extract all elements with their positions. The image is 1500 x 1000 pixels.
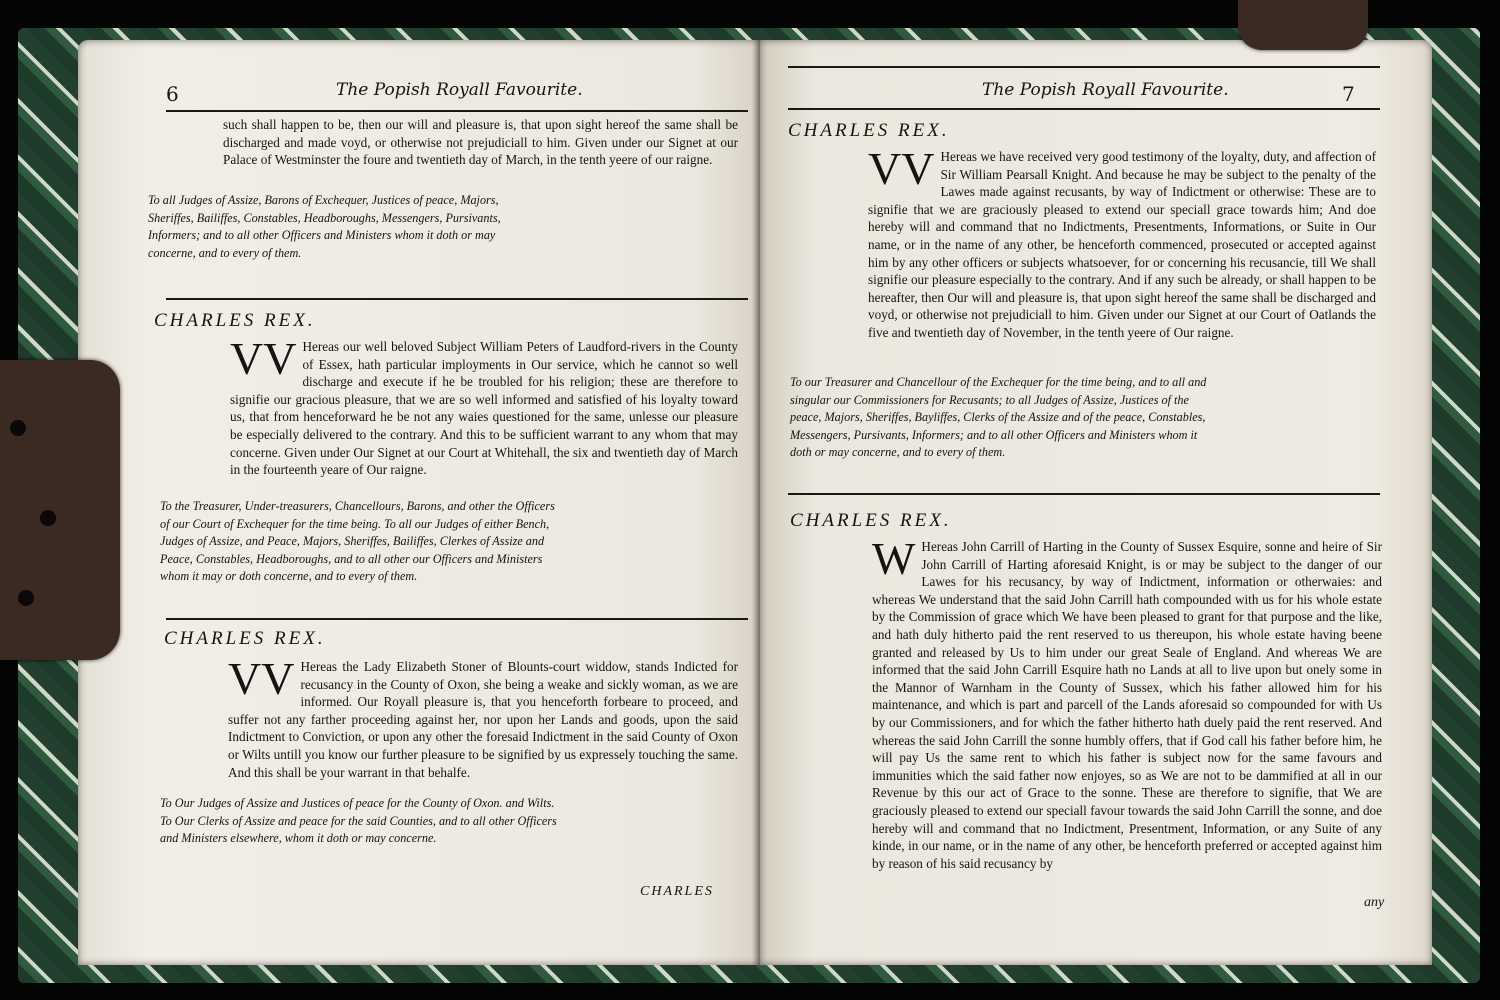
section-heading: CHARLES REX.: [154, 310, 316, 331]
address-block: To Our Judges of Assize and Justices of peace for the County of Oxon. and Wilts. To Our Clerks of Assize and peace for the said Counties, and to all other Officers and Ministers elsewhere, whom it doth or may concerne.: [160, 796, 557, 845]
drop-cap: W: [872, 533, 916, 584]
page-number: 7: [1342, 82, 1355, 106]
section-heading: CHARLES REX.: [790, 510, 952, 531]
warrant-text: [230, 333, 738, 479]
drop-cap: VV: [228, 653, 295, 704]
section-rule: [166, 618, 748, 620]
right-page: [760, 40, 1432, 965]
running-head: The Popish Royall Favourite.: [982, 80, 1229, 100]
running-head: The Popish Royall Favourite.: [336, 80, 583, 100]
drop-cap: VV: [868, 143, 935, 194]
warrant-body: Hereas the Lady Elizabeth Stoner of Blounts-court widdow, stands Indicted for recusancy in the County of Oxon, she being a weake and sickly woman, as we are informed. Our Royall pleasure is, that you henceforth forbeare to proceed, and suffer not any farther proceeding against her, nor upon her Lands and goods, upon the said Indictment to Conviction, or upon any other the foresaid Indictment in the said County of Oxon or Wilts untill you know our further pleasure to be signified by us expressely touching the same. And this shall be your warrant in that behalfe.: [228, 659, 738, 780]
catchword: any: [1364, 895, 1385, 910]
warrant-text: [228, 653, 738, 781]
head-rule: [166, 110, 748, 112]
address-block: To all Judges of Assize, Barons of Exchequer, Justices of peace, Majors, Sheriffes, Bailiffes, Constables, Headboroughs, Messengers, Pursivants, Informers; and to all other Officers and Ministers whom it doth or may concerne, and to every of them.: [148, 193, 501, 260]
warrant-text: [868, 143, 1376, 342]
section-heading: CHARLES REX.: [788, 120, 950, 141]
warrant-body: Hereas we have received very good testimony of the loyalty, duty, and affection of Sir William Pearsall Knight. And because he may be subject to the penalty of the Lawes made against recusants, by way of Indictment or otherwise: These are to signifie that we are graciously pleased to extend our speciall grace towards him; And doe hereby will and command that no Indictments, Presentments, Informations, or Suite in Our name, or in the name of any other, be henceforth commenced, prosecuted or accepted against him by any other officers or subjects whatsoever, for or concerning his recusancie, till We shall signifie our pleasure especially to the contrary. And if any such be already, or shall happen to be hereafter, then Our will and pleasure is, that upon sight hereof the same shall be discharged and voyd, or otherwise not prejudiciall to him. Given under our Signet at our Court of Oatlands the five and twentieth day of November, in the tenth yeere of Our raigne.: [868, 149, 1376, 340]
section-rule: [788, 493, 1380, 495]
section-heading: CHARLES REX.: [164, 628, 326, 649]
drop-cap: VV: [230, 333, 297, 384]
page-number: 6: [166, 82, 179, 106]
top-clasp: [1238, 0, 1368, 50]
left-page: [78, 40, 760, 965]
warrant-text: [872, 533, 1382, 872]
continuation-text: such shall happen to be, then our will and pleasure is, that upon sight hereof the same shall be discharged and made voyd, or otherwise not prejudiciall to him. Given under our Signet at our Palace of Westminster the foure and twentieth day of March, in the tenth yeere of our raigne.: [223, 117, 738, 168]
top-rule: [788, 66, 1380, 68]
address-block: To our Treasurer and Chancellour of the Exchequer for the time being, and to all and singular our Commissioners for Recusants; to all Judges of Assize, Justices of the peace, Majors, Sheriffes, Bayliffes, Clerks of the Assize and of the peace, Constables, Messengers, Pursivants, Informers; and to all other Officers and Ministers whom it doth or may concerne, and to every of them.: [790, 375, 1207, 459]
head-rule: [788, 108, 1380, 110]
warrant-body: Hereas John Carrill of Harting in the County of Sussex Esquire, sonne and heire of Sir John Carrill of Harting aforesaid Knight, is or may be subject to the danger of our Lawes for his recusancy, by way of Indictment, information or otherwaies: and whereas We understand that the said John Carrill hath compounded with us for his whole estate by the Commission of grace which We have been pleased to grant for that purpose and the like, and hath duly hitherto paid the rent reserved to us thereupon, his whole estate having beene granted and released by Us to him under our great Seale of England. And whereas We are informed that the said John Carrill Esquire hath no Lands at all to live upon but onely some in the Mannor of Warnham in the County of Sussex, which his father allowed him for his maintenance, and which is part and parcell of the Lands aforesaid so compounded for with Us by our Commissioners, and for which the father hitherto hath duely paid the rent reserved. And whereas the said John Carrill the sonne humbly offers, that if God call his father before him, he will pay Us the same rent to which his father is subject now for the same favours and immunities which the said father now enjoyes, so as We are not to be dammified at all in our Revenue by this our act of Grace to the sonne. These are therefore to signifie, that We are graciously pleased to extend our speciall favour towards the said John Carrill the sonne, and doe hereby will and command that no Indictment, Presentment, Information, or any Suite of any kinde, in our name, or in the name of any other, be henceforth preferred or accepted against him by reason of his said recusancy by: [872, 539, 1382, 871]
section-rule: [166, 298, 748, 300]
address-block: To the Treasurer, Under-treasurers, Chancellours, Barons, and other the Officers of our Court of Exchequer for the time being. To all our Judges of either Bench, Judges of Assize, and Peace, Majors, Sheriffes, Bailiffes, Clerkes of Assize and Peace, Constables, Headboroughs, and to all other our Officers and Ministers whom it may or doth concerne, and to every of them.: [160, 499, 555, 583]
left-clasp: [0, 360, 120, 660]
warrant-body: Hereas our well beloved Subject William Peters of Laudford-rivers in the County of Essex, hath particular imployments in Our service, which he cannot so well discharge and execute if he be troubled for his religion; these are therefore to signifie our gracious pleasure, that we are so well informed and satisfied of his loyalty toward us, that from henceforward he be not any waies questioned for the same, unlesse our pleasure be especially delivered to the contrary. And this to be sufficient warrant to any whom that may concerne. Given under Our Signet at our Court at Whitehall, the six and twentieth day of March in the fourteenth yeare of Our raigne.: [230, 339, 738, 478]
catchword: CHARLES: [640, 884, 714, 899]
